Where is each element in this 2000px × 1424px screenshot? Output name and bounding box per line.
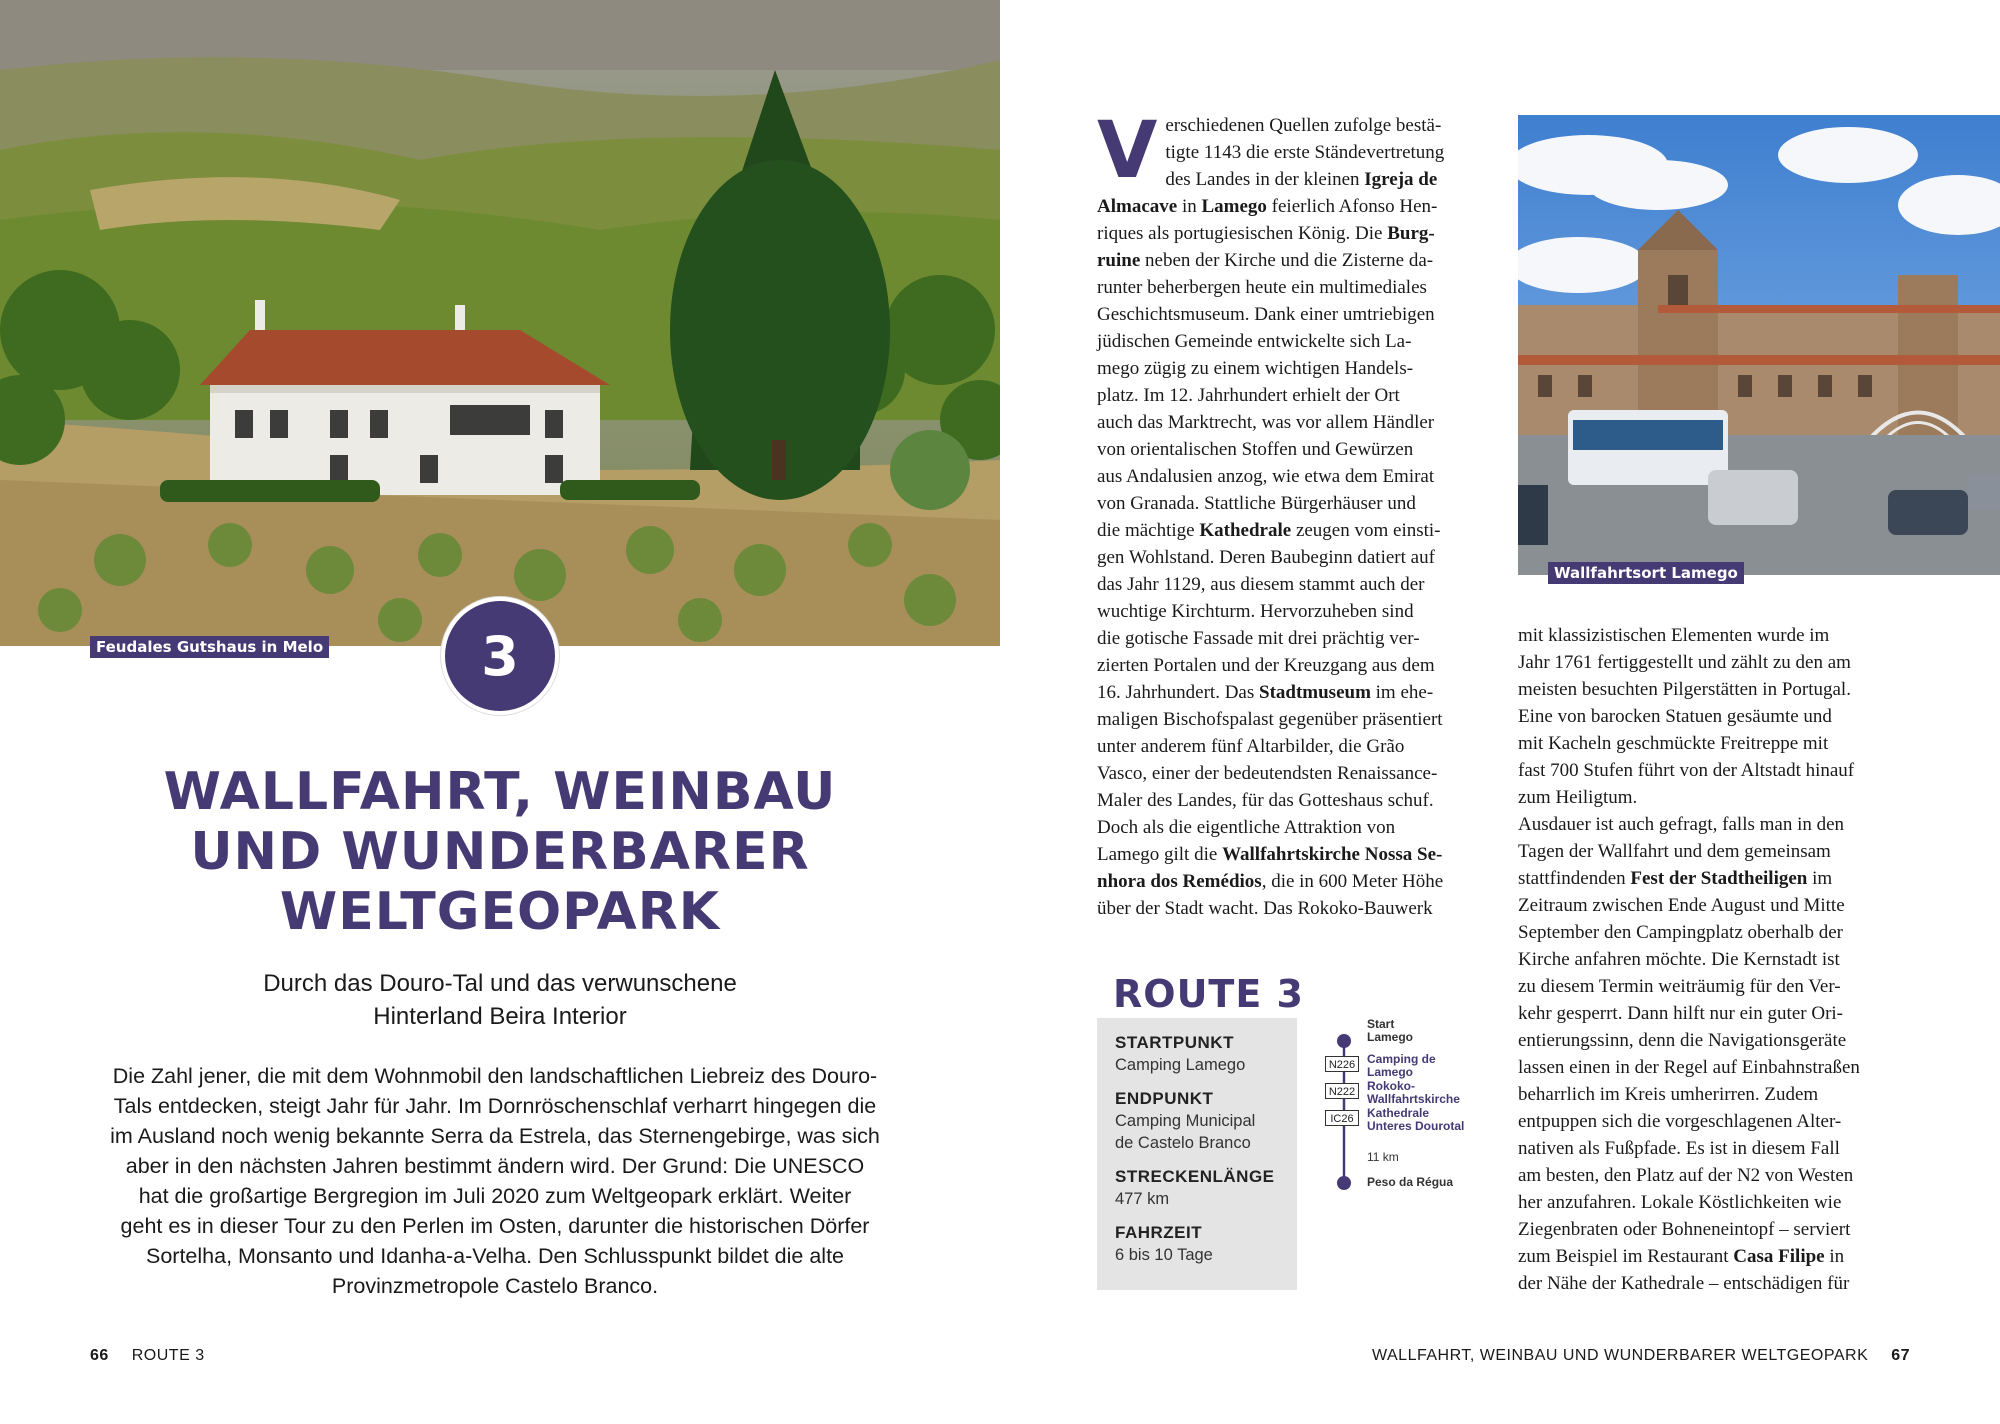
bold-term: Wallfahrtskirche Nossa Se- [1222,844,1443,865]
body-line [1097,382,1489,409]
body-line [1518,1108,1918,1135]
text-run: die gotische Fassade mit drei prächtig ver- [1097,628,1420,649]
body-line [1518,676,1918,703]
body-line [1518,703,1918,730]
bold-term: Burg- [1387,223,1435,244]
lamego-photo-caption: Wallfahrtsort Lamego [1548,562,1744,584]
intro-paragraph [85,1061,905,1301]
route-distance: 11 km [1367,1150,1399,1164]
text-run: meisten besuchten Pilgerstätten in Portugal. [1518,679,1851,700]
body-column-2 [1518,622,1918,1297]
road-sign-n222: N222 [1325,1083,1359,1099]
text-run: kehr gesperrt. Dann hilft nur ein guter Ori- [1518,1003,1844,1024]
route-stop-line: Wallfahrtskirche [1367,1092,1460,1106]
text-run: von orientalischen Stoffen und Gewürzen [1097,439,1414,460]
body-line [1097,733,1489,760]
body-line [1097,571,1489,598]
bold-term: Casa Filipe [1733,1246,1825,1267]
running-head-right: WALLFAHRT, WEINBAU UND WUNDERBARER WELTGEOPARK [1372,1347,1869,1364]
text-run: der Nähe der Kathedrale – entschädigen für [1518,1273,1850,1294]
text-run: zu diesem Termin weiträumig für den Ver- [1518,976,1841,997]
text-run: tigte 1143 die erste Ständevertretung [1165,142,1445,163]
body-line [1097,436,1489,463]
text-run: mego zügig zu einem wichtigen Handels- [1097,358,1414,379]
body-line [1097,841,1489,868]
text-run: lassen einen in der Regel auf Einbahnstraßen [1518,1057,1860,1078]
text-run: platz. Im 12. Jahrhundert erhielt der Ort [1097,385,1400,406]
route-stop-line: Rokoko- [1367,1079,1415,1093]
body-line [1097,517,1489,544]
text-run: in [1177,196,1202,217]
text-run: zum Heiligtum. [1518,787,1638,808]
body-line [1518,1081,1918,1108]
body-line [1518,946,1918,973]
body-line [1097,652,1489,679]
text-run: zierten Portalen und der Kreuzgang aus dem [1097,655,1435,676]
text-run: das Jahr 1129, aus diesem stammt auch der [1097,574,1425,595]
body-line [1518,973,1918,1000]
text-run: erschiedenen Quellen zufolge bestä- [1165,115,1442,136]
manor-house-photo [0,0,1000,646]
fact-value: de Castelo Branco [1115,1134,1251,1152]
text-run: Kirche anfahren möchte. Die Kernstadt ist [1518,949,1840,970]
text-run: Lamego gilt die [1097,844,1223,865]
fact-duration [1115,1222,1297,1266]
text-run: Ausdauer ist auch gefragt, falls man in den [1518,814,1845,835]
text-run: 16. Jahrhundert. Das [1097,682,1259,703]
text-run: Eine von barocken Statuen gesäumte und [1518,706,1832,727]
bold-term: Almacave [1097,196,1178,217]
column-1-lines [1097,106,1489,922]
fact-start [1115,1032,1297,1076]
body-line [1097,787,1489,814]
fact-value: 6 bis 10 Tage [1115,1246,1213,1264]
text-run: wuchtige Kirchturm. Hervorzuheben sind [1097,601,1414,622]
body-line [1097,220,1489,247]
route-stop-line: Kathedrale [1367,1106,1430,1120]
route-stop-line: Lamego [1367,1065,1414,1079]
footer-right [1372,1347,1910,1365]
body-line [1097,544,1489,571]
route-stop [1367,1053,1436,1079]
body-line [1518,649,1918,676]
fact-label: STRECKENLÄNGE [1115,1167,1275,1186]
text-run: Maler des Landes, für das Gotteshaus schuf. [1097,790,1434,811]
page-number-right: 67 [1891,1347,1910,1364]
text-run: mit klassizistischen Elementen wurde im [1518,625,1830,646]
body-line [1097,814,1489,841]
bold-term: Igreja de [1364,169,1438,190]
route-start-line: Start [1367,1017,1395,1031]
body-line [1518,730,1918,757]
intro-line: aber in den nächsten Jahren bestimmt ändern wird. Der Grund: Die UNESCO [125,1154,865,1178]
body-line [1518,622,1918,649]
text-run: die mächtige [1097,520,1200,541]
bold-term: Lamego [1201,196,1267,217]
intro-line: Tals entdecken, steigt Jahr für Jahr. Im Dornröschenschlaf verharrt hingegen die [113,1094,877,1118]
title-line: UND WUNDERBARER [190,822,810,882]
text-run: Tagen der Wallfahrt und dem gemeinsam [1518,841,1831,862]
text-run: im [1807,868,1833,889]
text-run: Doch als die eigentliche Attraktion von [1097,817,1396,838]
body-line [1097,679,1489,706]
body-line [1097,706,1489,733]
intro-line: Die Zahl jener, die mit dem Wohnmobil den landschaftlichen Liebreiz des Douro- [112,1064,878,1088]
body-line [1518,865,1918,892]
route-facts-box [1097,1018,1297,1290]
chapter-subtitle [150,967,850,1033]
route-end: Peso da Régua [1367,1175,1454,1189]
road-sign-n226: N226 [1325,1056,1359,1072]
text-run: runter beherbergen heute ein multimediales [1097,277,1427,298]
fact-value: Camping Lamego [1115,1056,1246,1074]
footer-left [90,1347,205,1365]
body-line [1518,1162,1918,1189]
intro-line: Sortelha, Monsanto und Idanha-a-Velha. Den Schlusspunkt bildet die alte [145,1244,844,1268]
body-line [1097,409,1489,436]
intro-line: Provinzmetropole Castelo Branco. [331,1274,659,1298]
route-box-title: ROUTE 3 [1113,972,1304,1016]
body-line [1518,838,1918,865]
body-line [1097,598,1489,625]
fact-label: STARTPUNKT [1115,1033,1234,1052]
body-line [1518,1270,1918,1297]
body-line [1097,247,1489,274]
body-line [1097,355,1489,382]
body-line [1097,868,1489,895]
body-line [1097,328,1489,355]
text-run: Zeitraum zwischen Ende August und Mitte [1518,895,1845,916]
text-run: nativen als Fußpfade. Es ist in diesem Fall [1518,1138,1840,1159]
fact-distance [1115,1166,1297,1210]
text-run: jüdischen Gemeinde entwickelte sich La- [1097,331,1412,352]
fact-value: 477 km [1115,1190,1170,1208]
body-line [1518,784,1918,811]
text-run: von Granada. Stattliche Bürgerhäuser und [1097,493,1416,514]
road-sign-ic26: IC26 [1325,1110,1359,1126]
body-line [1097,895,1489,922]
route-start-line: Lamego [1367,1030,1414,1044]
text-run: Vasco, einer der bedeutendsten Renaissance- [1097,763,1438,784]
text-run: im ehe- [1370,682,1434,703]
route-stop-line: Camping de [1367,1052,1436,1066]
text-run: Ziegenbraten oder Bohneneintopf – serviert [1518,1219,1851,1240]
intro-line: geht es in dieser Tour zu den Perlen im Osten, darunter die historischen Dörfer [120,1214,870,1238]
manor-photo-caption: Feudales Gutshaus in Melo [90,636,329,658]
fact-end [1115,1088,1297,1154]
end-dot-icon [1337,1176,1351,1190]
intro-line: hat die großartige Bergregion im Juli 2020 zum Weltgeopark erklärt. Weiter [138,1184,852,1208]
body-line [1518,811,1918,838]
text-run: her anzufahren. Lokale Köstlichkeiten wie [1518,1192,1842,1213]
title-line: WELTGEOPARK [279,882,721,942]
lamego-photo [1518,115,2000,575]
body-line [1097,625,1489,652]
route-start [1367,1018,1413,1044]
bold-term: nhora dos Remédios [1097,871,1262,892]
body-line [1518,1243,1918,1270]
subtitle-line: Hinterland Beira Interior [373,1003,627,1030]
body-column-1 [1097,106,1489,922]
text-run: auch das Marktrecht, was vor allem Händler [1097,412,1435,433]
body-line [1518,757,1918,784]
body-line [1518,1189,1918,1216]
title-line: WALLFAHRT, WEINBAU [163,762,837,822]
route-stop [1367,1120,1464,1133]
page-number-left: 66 [90,1347,109,1364]
bold-term: Stadtmuseum [1259,682,1371,703]
text-run: stattfindenden [1518,868,1631,889]
text-run: feierlich Afonso Hen- [1266,196,1438,217]
text-run: am besten, den Platz auf der N2 von Westen [1518,1165,1854,1186]
text-run: September den Campingplatz oberhalb der [1518,922,1844,943]
text-run: über der Stadt wacht. Das Rokoko-Bauwerk [1097,898,1433,919]
text-run: aus Andalusien anzog, wie etwa dem Emirat [1097,466,1435,487]
drop-cap: V [1097,106,1158,196]
text-run: riques als portugiesischen König. Die [1097,223,1388,244]
body-line [1518,1135,1918,1162]
text-run: zum Beispiel im Restaurant [1518,1246,1734,1267]
text-run: fast 700 Stufen führt von der Altstadt hinauf [1518,760,1855,781]
bold-term: Kathedrale [1199,520,1292,541]
bold-term: ruine [1097,250,1141,271]
text-run: mit Kacheln geschmückte Freitreppe mit [1518,733,1829,754]
text-run: gen Wohlstand. Deren Baubeginn datiert auf [1097,547,1435,568]
route-stop-diagram [1323,1018,1513,1218]
body-line [1518,1216,1918,1243]
start-dot-icon [1337,1034,1351,1048]
body-line [1518,1027,1918,1054]
body-line [1518,1000,1918,1027]
body-line [1518,919,1918,946]
text-run: in [1824,1246,1845,1267]
bold-term: Fest der Stadtheiligen [1630,868,1808,889]
fact-label: ENDPUNKT [1115,1089,1214,1108]
body-line [1097,193,1489,220]
body-line [1518,1054,1918,1081]
route-stop [1367,1080,1460,1106]
body-line [1518,892,1918,919]
body-line [1097,760,1489,787]
text-run: unter anderem fünf Altarbilder, die Grão [1097,736,1405,757]
text-run: Jahr 1761 fertiggestellt und zählt zu den am [1518,652,1851,673]
text-run: entierungssinn, denn die Navigationsgeräte [1518,1030,1847,1051]
body-line [1097,301,1489,328]
intro-line: im Ausland noch wenig bekannte Serra da Estrela, das Sternengebirge, was sich [110,1124,880,1148]
text-run: des Landes in der kleinen [1165,169,1365,190]
route-stop-line: Unteres Dourotal [1367,1119,1465,1133]
text-run: neben der Kirche und die Zisterne da- [1140,250,1434,271]
text-run: entpuppen sich die vorgeschlagenen Alter- [1518,1111,1842,1132]
text-run: beharrlich im Kreis umherirren. Zudem [1518,1084,1819,1105]
route-number-badge: 3 [441,597,559,715]
running-head-left: ROUTE 3 [131,1347,205,1364]
fact-label: FAHRZEIT [1115,1223,1203,1242]
body-line [1097,463,1489,490]
fact-value: Camping Municipal [1115,1112,1256,1130]
text-run: maligen Bischofspalast gegenüber präsentiert [1097,709,1443,730]
text-run: , die in 600 Meter Höhe [1261,871,1444,892]
chapter-title [100,762,900,942]
text-run: zeugen vom einsti- [1291,520,1441,541]
body-line [1097,274,1489,301]
text-run: Geschichtsmuseum. Dank einer umtriebigen [1097,304,1435,325]
subtitle-line: Durch das Douro-Tal und das verwunschene [263,970,737,997]
body-line [1097,490,1489,517]
